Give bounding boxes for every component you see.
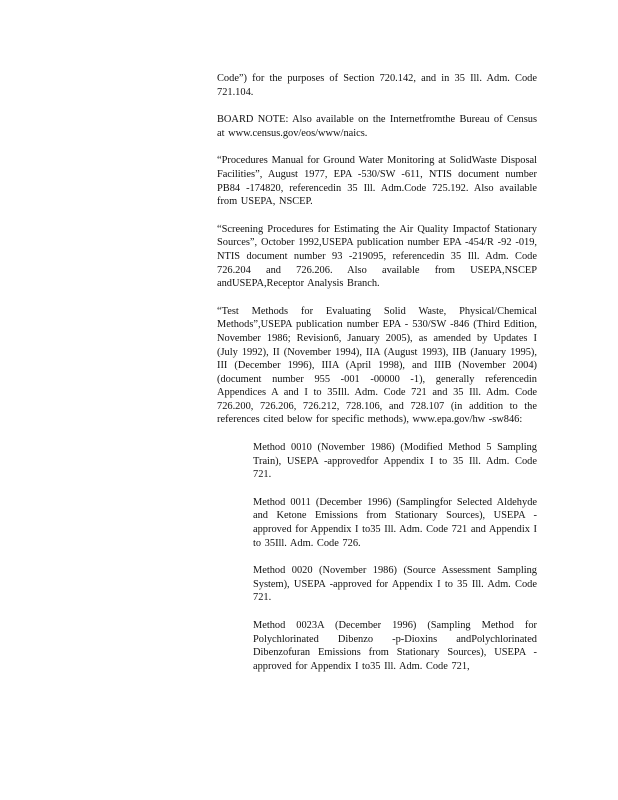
paragraph-code-continuation: Code”) for the purposes of Section 720.142, and in 35 Ill. Adm. Code 721.104. bbox=[217, 73, 537, 98]
reference-test-methods: “Test Methods for Evaluating Solid Waste, Physical/Chemical Methods”,USEPA publication number EPA - 530/SW -846 (Third Edition, November 1986; Revision6, January 2005), as amended by Updates I (July 1992), II (November 1994), IIA (August 1993), IIB (January 1995), III (December 1996), IIIA (April 1998), and IIIB (November 2004) (document number 955 -001 -00000 -1), generally referencedin Appendices A and I to 35Ill. Adm. Code 721 and 35 Ill. Adm. Code 726.200, 726.206, 726.212, 728.106, and 728.107 (in addition to the references cited below for specific methods), www.epa.gov/hw -sw846: bbox=[217, 305, 537, 426]
reference-ground-water-monitoring: “Procedures Manual for Ground Water Monitoring at SolidWaste Disposal Facilities”, August 1977, EPA -530/SW -611, NTIS document number PB84 -174820, referencedin 35 Ill. Adm.Code 725.192. Also available from USEPA, NSCEP. bbox=[217, 155, 537, 208]
method-0011-entry: Method 0011 (December 1996) (Samplingfor Selected Aldehyde and Ketone Emissions from Stationary Sources), USEPA -approved for Appendix I to35 Ill. Adm. Code 721 and Appendix I to 35Ill. Adm. Code 726. bbox=[253, 496, 537, 549]
board-note-paragraph: BOARD NOTE: Also available on the Internetfromthe Bureau of Census at www.census.gov/eos/www/naics. bbox=[217, 114, 537, 139]
document-page bbox=[217, 72, 537, 687]
reference-screening-procedures: “Screening Procedures for Estimating the Air Quality Impactof Stationary Sources”, October 1992,USEPA publication number EPA -454/R -92 -019, NTIS document number 93 -219095, referencedin 35 Ill. Adm. Code 726.204 and 726.206. Also available from USEPA,NSCEP andUSEPA,Receptor Analysis Branch. bbox=[217, 223, 537, 290]
method-0020-entry: Method 0020 (November 1986) (Source Assessment Sampling System), USEPA -approved for Appendix I to 35 Ill. Adm. Code 721. bbox=[253, 565, 537, 604]
method-0023a-entry: Method 0023A (December 1996) (Sampling Method for Polychlorinated Dibenzo -p-Dioxins andPolychlorinated Dibenzofuran Emissions from Stationary Sources), USEPA -approved for Appendix I to35 Ill. Adm. Code 721, bbox=[253, 620, 537, 672]
method-0010-entry: Method 0010 (November 1986) (Modified Method 5 Sampling Train), USEPA -approvedfor Appendix I to 35 Ill. Adm. Code 721. bbox=[253, 442, 537, 481]
